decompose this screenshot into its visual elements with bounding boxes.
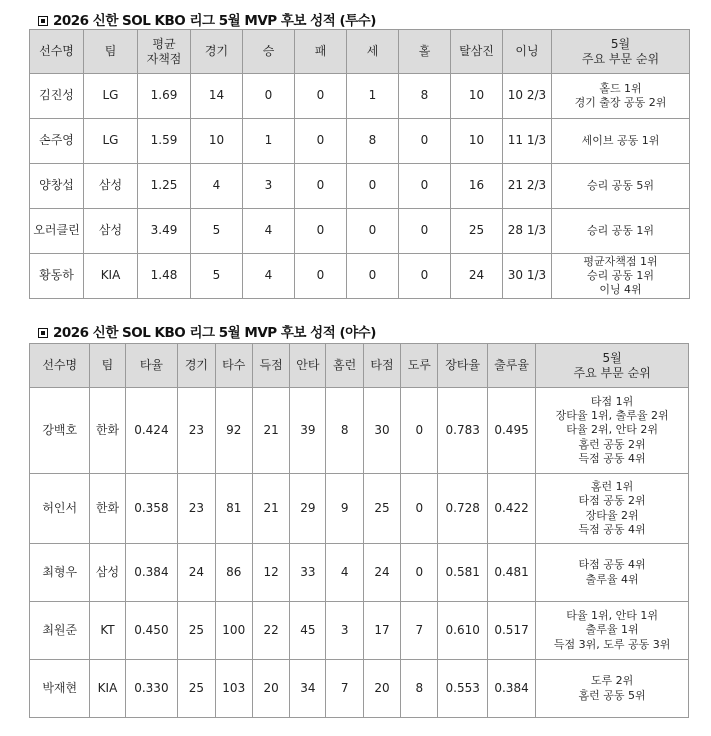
table-cell: 103 <box>215 660 252 718</box>
batters-header-cell: 팀 <box>90 344 125 388</box>
table-cell: 21 2/3 <box>503 164 552 209</box>
table-cell: 4 <box>243 254 295 299</box>
batters-header-cell: 타율 <box>125 344 178 388</box>
table-cell: 5 <box>191 254 243 299</box>
table-cell: 7 <box>401 602 438 660</box>
table-cell: 0.495 <box>487 388 535 474</box>
batters-header-cell: 타수 <box>215 344 252 388</box>
table-cell: 0 <box>295 254 347 299</box>
table-cell: 0.728 <box>438 474 487 544</box>
table-cell: 손주영 <box>30 119 84 164</box>
table-cell: 한화 <box>90 474 125 544</box>
table-cell: 0.581 <box>438 544 487 602</box>
table-cell: 3 <box>326 602 363 660</box>
table-cell: 1.48 <box>138 254 191 299</box>
table-row <box>30 254 690 299</box>
table-cell: 4 <box>326 544 363 602</box>
table-cell: 1.59 <box>138 119 191 164</box>
table-cell: 0 <box>295 119 347 164</box>
table-cell: 0 <box>401 544 438 602</box>
table-cell: 10 2/3 <box>503 74 552 119</box>
table-cell: 1 <box>347 74 399 119</box>
batters-header-cell: 안타 <box>290 344 326 388</box>
table-cell: 1 <box>243 119 295 164</box>
pitchers-header-cell: 팀 <box>84 30 138 74</box>
table-cell: 10 <box>191 119 243 164</box>
ranking-note-cell: 도루 2위 홈런 공동 5위 <box>536 660 689 718</box>
table-cell: 8 <box>347 119 399 164</box>
table-cell: 김진성 <box>30 74 84 119</box>
table-cell: 0.422 <box>487 474 535 544</box>
table-cell: 5 <box>191 209 243 254</box>
batters-header-cell: 장타율 <box>438 344 487 388</box>
table-cell: 1.25 <box>138 164 191 209</box>
table-cell: 45 <box>290 602 326 660</box>
table-cell: 0 <box>295 209 347 254</box>
batters-header-cell: 도루 <box>401 344 438 388</box>
table-cell: 0.384 <box>487 660 535 718</box>
batters-header-cell: 경기 <box>178 344 215 388</box>
table-row <box>30 544 689 602</box>
ranking-note-cell: 홀드 1위 경기 출장 공동 2위 <box>552 74 690 119</box>
table-cell: 0.481 <box>487 544 535 602</box>
table-cell: KIA <box>84 254 138 299</box>
table-cell: 삼성 <box>84 209 138 254</box>
table-cell: 34 <box>290 660 326 718</box>
pitchers-header-cell: 5월 주요 부문 순위 <box>552 30 690 74</box>
batter-header-row <box>30 344 689 388</box>
table-cell: 25 <box>363 474 400 544</box>
table-cell: KT <box>90 602 125 660</box>
table-cell: 100 <box>215 602 252 660</box>
table-cell: 0.610 <box>438 602 487 660</box>
table-cell: 0 <box>399 119 451 164</box>
table-cell: 9 <box>326 474 363 544</box>
pitchers-header-cell: 패 <box>295 30 347 74</box>
table-cell: 4 <box>191 164 243 209</box>
table-cell: 16 <box>451 164 503 209</box>
pitcher-table-body <box>30 74 690 299</box>
batter-title-text: 2026 신한 SOL KBO 리그 5월 MVP 후보 성적 (야수) <box>53 325 376 341</box>
table-cell: 0 <box>295 164 347 209</box>
table-cell: 0 <box>243 74 295 119</box>
table-cell: 29 <box>290 474 326 544</box>
batters-header-cell: 득점 <box>252 344 289 388</box>
table-row <box>30 164 690 209</box>
table-cell: 39 <box>290 388 326 474</box>
table-cell: 10 <box>451 74 503 119</box>
table-cell: 23 <box>178 388 215 474</box>
table-cell: 0.358 <box>125 474 178 544</box>
pitcher-section-title <box>38 9 376 29</box>
table-cell: 21 <box>252 474 289 544</box>
batters-header-cell: 타점 <box>363 344 400 388</box>
table-cell: 22 <box>252 602 289 660</box>
table-cell: 17 <box>363 602 400 660</box>
pitchers-header-cell: 경기 <box>191 30 243 74</box>
table-cell: 0.517 <box>487 602 535 660</box>
table-cell: 허인서 <box>30 474 90 544</box>
table-cell: 0 <box>399 209 451 254</box>
batter-stats-table <box>29 343 689 718</box>
table-cell: 92 <box>215 388 252 474</box>
table-cell: 24 <box>363 544 400 602</box>
table-cell: 30 1/3 <box>503 254 552 299</box>
pitchers-header-cell: 평균 자책점 <box>138 30 191 74</box>
table-cell: 0 <box>347 209 399 254</box>
pitchers-header-cell: 승 <box>243 30 295 74</box>
table-cell: 황동하 <box>30 254 84 299</box>
table-cell: KIA <box>90 660 125 718</box>
table-cell: 0 <box>347 254 399 299</box>
pitchers-header-cell: 홀 <box>399 30 451 74</box>
table-row <box>30 602 689 660</box>
table-cell: 33 <box>290 544 326 602</box>
table-cell: 21 <box>252 388 289 474</box>
table-row <box>30 388 689 474</box>
table-cell: 0.553 <box>438 660 487 718</box>
pitchers-header-cell: 세 <box>347 30 399 74</box>
batters-header-cell: 출루율 <box>487 344 535 388</box>
ranking-note-cell: 세이브 공동 1위 <box>552 119 690 164</box>
table-cell: 24 <box>451 254 503 299</box>
table-cell: 8 <box>399 74 451 119</box>
table-cell: 최원준 <box>30 602 90 660</box>
table-cell: 0 <box>347 164 399 209</box>
table-row <box>30 74 690 119</box>
table-cell: 한화 <box>90 388 125 474</box>
table-cell: 0 <box>295 74 347 119</box>
table-cell: 3.49 <box>138 209 191 254</box>
pitcher-title-text: 2026 신한 SOL KBO 리그 5월 MVP 후보 성적 (투수) <box>53 13 376 29</box>
table-cell: 0.783 <box>438 388 487 474</box>
table-cell: 28 1/3 <box>503 209 552 254</box>
table-row <box>30 209 690 254</box>
table-row <box>30 660 689 718</box>
table-cell: 8 <box>401 660 438 718</box>
table-row <box>30 474 689 544</box>
table-cell: 0 <box>401 388 438 474</box>
batter-section-title <box>38 321 376 341</box>
ranking-note-cell: 타율 1위, 안타 1위 출루율 1위 득점 3위, 도루 공동 3위 <box>536 602 689 660</box>
pitcher-header-row <box>30 30 690 74</box>
table-cell: 20 <box>252 660 289 718</box>
batter-table-body <box>30 388 689 718</box>
table-cell: 박재현 <box>30 660 90 718</box>
table-cell: 11 1/3 <box>503 119 552 164</box>
table-cell: 삼성 <box>90 544 125 602</box>
table-cell: 1.69 <box>138 74 191 119</box>
table-cell: 81 <box>215 474 252 544</box>
table-cell: 3 <box>243 164 295 209</box>
table-cell: 오러클린 <box>30 209 84 254</box>
table-cell: 25 <box>178 602 215 660</box>
batters-header-cell: 홈런 <box>326 344 363 388</box>
table-cell: LG <box>84 119 138 164</box>
batters-header-cell: 5월 주요 부문 순위 <box>536 344 689 388</box>
table-cell: 0 <box>399 254 451 299</box>
table-cell: 0.330 <box>125 660 178 718</box>
pitchers-header-cell: 선수명 <box>30 30 84 74</box>
ranking-note-cell: 타점 1위 장타율 1위, 출루율 2위 타율 2위, 안타 2위 홈런 공동 2위 득점 공동 4위 <box>536 388 689 474</box>
table-cell: 23 <box>178 474 215 544</box>
table-row <box>30 119 690 164</box>
ranking-note-cell: 승리 공동 5위 <box>552 164 690 209</box>
pitchers-header-cell: 탈삼진 <box>451 30 503 74</box>
table-cell: 최형우 <box>30 544 90 602</box>
table-cell: 8 <box>326 388 363 474</box>
ranking-note-cell: 승리 공동 1위 <box>552 209 690 254</box>
table-cell: 삼성 <box>84 164 138 209</box>
table-cell: 0 <box>401 474 438 544</box>
table-cell: 0.424 <box>125 388 178 474</box>
table-cell: 0.450 <box>125 602 178 660</box>
table-cell: 12 <box>252 544 289 602</box>
table-cell: 7 <box>326 660 363 718</box>
ranking-note-cell: 홈런 1위 타점 공동 2위 장타율 2위 득점 공동 4위 <box>536 474 689 544</box>
ranking-note-cell: 평균자책점 1위 승리 공동 1위 이닝 4위 <box>552 254 690 299</box>
table-cell: 86 <box>215 544 252 602</box>
square-bullet-icon <box>38 16 48 26</box>
pitcher-stats-table <box>29 29 690 299</box>
table-cell: 0 <box>399 164 451 209</box>
ranking-note-cell: 타점 공동 4위 출루율 4위 <box>536 544 689 602</box>
batters-header-cell: 선수명 <box>30 344 90 388</box>
table-cell: 14 <box>191 74 243 119</box>
table-cell: 0.384 <box>125 544 178 602</box>
table-cell: LG <box>84 74 138 119</box>
table-cell: 24 <box>178 544 215 602</box>
table-cell: 4 <box>243 209 295 254</box>
table-cell: 20 <box>363 660 400 718</box>
table-cell: 10 <box>451 119 503 164</box>
table-cell: 25 <box>178 660 215 718</box>
square-bullet-icon <box>38 328 48 338</box>
pitchers-header-cell: 이닝 <box>503 30 552 74</box>
table-cell: 강백호 <box>30 388 90 474</box>
table-cell: 양창섭 <box>30 164 84 209</box>
table-cell: 25 <box>451 209 503 254</box>
table-cell: 30 <box>363 388 400 474</box>
